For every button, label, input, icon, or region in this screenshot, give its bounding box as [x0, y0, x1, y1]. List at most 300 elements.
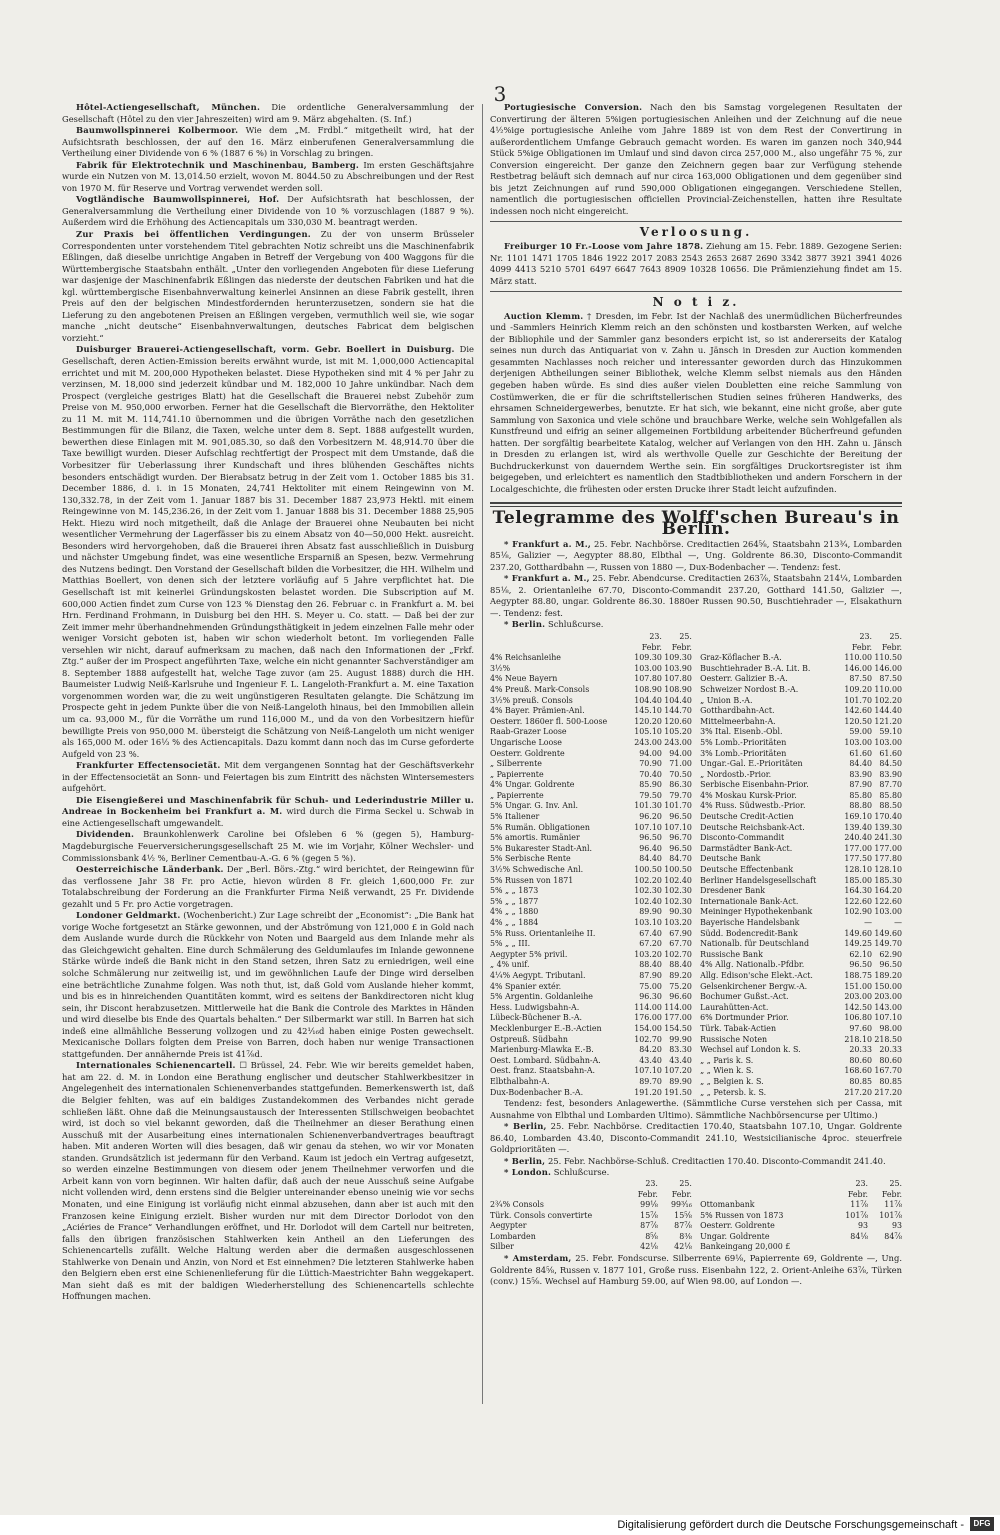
rate-row — [490, 907, 692, 918]
rate-value: 80.85 — [879, 1076, 902, 1086]
rate-row — [490, 854, 692, 865]
rate-value: 15⅞ — [640, 1210, 658, 1220]
security-name: Oesterr. 1860er fl. 500-Loose — [490, 716, 608, 726]
rate-value: 120.60 — [664, 716, 692, 726]
rate-row — [490, 706, 692, 717]
security-name: 5% Ungar. G. Inv. Anl. — [490, 801, 579, 811]
security-name: 5% Serbische Rente — [490, 854, 571, 864]
security-name: 5% „ „ 1873 — [490, 886, 539, 896]
rate-value: 102.70 — [634, 1034, 662, 1044]
article-text: wird durch die Firma Seckel u. Schwab in eine Actiengesellschaft umgewandelt. — [62, 806, 474, 828]
rate-row — [700, 653, 902, 664]
rate-value: 89.20 — [669, 970, 692, 980]
security-name: 4% Preuß. Mark-Consols — [490, 684, 590, 694]
telegram-head: * Berlin. — [504, 619, 546, 630]
security-name: Serbische Eisenbahn-Prior. — [700, 780, 809, 790]
rate-value: 84⅛ — [850, 1231, 868, 1241]
rate-value: 102.90 — [844, 907, 872, 917]
rate-value: 146.00 — [844, 663, 872, 673]
rate-value: 139.40 — [844, 822, 872, 832]
rate-value: 177.00 — [664, 1013, 692, 1023]
telegram-head: * Amsterdam, — [504, 1253, 572, 1264]
date-header: 25. Febr. — [671, 1178, 692, 1199]
rate-row — [700, 664, 902, 675]
rate-row — [700, 886, 902, 897]
article-head: Frankfurter Effectensocietät. — [76, 760, 221, 771]
rate-value: 122.60 — [874, 896, 902, 906]
article-head: Portugiesische Conversion. — [504, 102, 643, 112]
security-name: 5% Russen von 1873 — [700, 1210, 784, 1220]
security-name: 4% „ „ 1880 — [490, 907, 539, 917]
telegram-head: * Berlin, — [504, 1121, 547, 1132]
security-name: „ „ Belgien k. S. — [700, 1076, 764, 1086]
rate-value: 42⅛ — [674, 1242, 692, 1252]
telegram — [490, 1121, 902, 1156]
right-column — [490, 102, 902, 1288]
security-name: Aegypter — [490, 1221, 527, 1231]
rate-value: 99³⁄₁₆ — [671, 1200, 692, 1210]
rate-row — [700, 1211, 902, 1222]
security-name: Marienburg-Mlawka E.-B. — [490, 1045, 594, 1055]
telegram-head: * London. — [504, 1167, 552, 1178]
article-head: Baumwollspinnerei Kolbermoor. — [76, 125, 239, 136]
rate-value: 83.30 — [669, 1045, 692, 1055]
article — [62, 795, 474, 830]
rate-value: 164.20 — [874, 886, 902, 896]
telegram-text: 25. Febr. Abendcurse. Creditactien 263⅞, Staatsbahn 214¼, Lombarden 85⅛, 2. Orientanleihe 67.70, Disconto-Commandit 237.20, Gotthard 141.50, Galizier —, Aegypter 88.80, ungar. Goldrente 86.30. 1880er Russen 90.50, Buschtiehrader —, Elsakathurn —. Tendenz: fest. — [490, 573, 902, 618]
rate-value: 154.00 — [634, 1023, 662, 1033]
security-name: 5% „ „ III. — [490, 939, 531, 949]
rate-value: 80.60 — [879, 1055, 902, 1065]
rate-row — [700, 971, 902, 982]
telegram-text: 25. Febr. Nachbörse. Creditactien 264⅝, Staatsbahn 213¾, Lombarden 85⅛, Galizier —, Aegypter 88.80, Elbthal —, Ung. Goldrente 86.30, Disconto-Commandit 237.20, Gotthardbahn —, Russen von 1880 —, Dux-Bodenbacher —. Tendenz: fest. — [490, 538, 902, 572]
rate-row — [490, 770, 692, 781]
telegram-head: * Berlin, — [504, 1155, 546, 1166]
article-text: Die ordentliche Generalversammlung der Gesellschaft (Hôtel zu den vier Jahreszeiten) wird am 9. März abgehalten. (S. Inf.) — [62, 102, 474, 124]
rate-value: 75.20 — [669, 981, 692, 991]
security-name: Deutsche Bank — [700, 854, 761, 864]
rate-row — [490, 759, 692, 770]
security-name: 5% amortis. Rumänier — [490, 833, 580, 843]
rate-value: 107.80 — [634, 674, 662, 684]
security-name: Allg. Edison'sche Elekt.-Act. — [700, 970, 813, 980]
rate-row — [700, 897, 902, 908]
rate-value: 67.40 — [639, 928, 662, 938]
security-name: 3% Ital. Eisenb.-Obl. — [700, 727, 783, 737]
security-name: 5% Rumän. Obligationen — [490, 822, 590, 832]
article — [62, 160, 474, 195]
rate-value — [834, 1242, 868, 1253]
london-rates-table — [490, 1179, 902, 1253]
rate-row — [490, 1077, 692, 1088]
rate-value: 59.00 — [849, 727, 872, 737]
rate-value: 96.20 — [639, 812, 662, 822]
rate-row — [490, 823, 692, 834]
rate-value: 169.10 — [844, 812, 872, 822]
article-head: Die Eisengießerei und Maschinenfabrik für Schuh- und Lederindustrie Miller u. Andreae in Bockenheim bei Frankfurt a. M. — [62, 794, 474, 817]
security-name: Laurahütten-Act. — [700, 1002, 769, 1012]
security-name: 5% Lomb.-Prioritäten — [700, 737, 787, 747]
security-name: Buschtiehrader B.-A. Lit. B. — [700, 663, 811, 673]
rate-value: 101.70 — [844, 695, 872, 705]
article-text: Der „Berl. Börs.-Ztg.“ wird berichtet, der Reingewinn für das verflossene Jahr 38 Fr. pro Actie, hievon würden 8 Fr. gleich 1,600,000 Fr. zur Totalabschreibung der Forderung an die Frankfurter Firma Neiß verwandt, 25 Fr. Dividende gezahlt und 5 Fr. pro Actie vorgetragen. — [62, 864, 474, 909]
rate-value: 61.60 — [879, 748, 902, 758]
rate-row — [490, 1066, 692, 1077]
rate-value: 67.90 — [669, 928, 692, 938]
article-head: Auction Klemm. — [504, 310, 584, 321]
rate-value: 97.60 — [849, 1023, 872, 1033]
rate-row — [700, 685, 902, 696]
rate-value: 85.90 — [639, 780, 662, 790]
rate-value: 154.50 — [664, 1023, 692, 1033]
security-name: 3½% Schwedische Anl. — [490, 865, 584, 875]
security-name: 4¼% Aegypt. Tributanl. — [490, 970, 586, 980]
rate-row — [490, 886, 692, 897]
rate-value: 96.50 — [849, 960, 872, 970]
date-header: 23. Febr. — [851, 631, 872, 652]
rate-row — [700, 696, 902, 707]
rate-value: 218.10 — [844, 1034, 872, 1044]
article — [490, 102, 902, 217]
section-title-telegramme: Telegramme des Wolff'schen Bureau's in Berlin. — [492, 507, 900, 540]
rate-value: 11⅞ — [884, 1200, 902, 1210]
article — [62, 125, 474, 160]
article — [62, 829, 474, 864]
rate-row — [490, 727, 692, 738]
rate-row — [700, 1035, 902, 1046]
rate-value: 101⅞ — [879, 1210, 902, 1220]
rate-value: 96.40 — [639, 843, 662, 853]
rate-value: 88.50 — [879, 801, 902, 811]
article-text: Wie dem „M. Frdbl.“ mitgetheilt wird, hat der Aufsichtsrath beschlossen, der auf den 16. März einberufenen Generalversammlung die Vertheilung einer Dividende von 6 % (1887 6 %) in Vorschlag zu bringen. — [62, 125, 475, 159]
rate-value: 128.10 — [844, 865, 872, 875]
rate-value: 170.40 — [874, 812, 902, 822]
rate-value: 177.80 — [874, 854, 902, 864]
telegram — [490, 539, 902, 574]
rate-value: 83.90 — [849, 769, 872, 779]
rate-row — [700, 780, 902, 791]
rate-value: 102.40 — [634, 896, 662, 906]
rate-value: 86.30 — [669, 780, 692, 790]
rate-value: 80.60 — [849, 1055, 872, 1065]
rate-value: 89.70 — [639, 1076, 662, 1086]
rate-row — [490, 844, 692, 855]
left-column — [62, 102, 474, 1303]
rate-value: 94.00 — [639, 748, 662, 758]
rate-value: 93 — [857, 1221, 868, 1231]
rate-value: 120.20 — [634, 716, 662, 726]
rate-value: 62.90 — [879, 949, 902, 959]
rate-value: 102.20 — [874, 695, 902, 705]
rate-row — [490, 1056, 692, 1067]
rate-row — [490, 929, 692, 940]
rate-row — [490, 1242, 692, 1253]
rate-value: 96.50 — [879, 960, 902, 970]
article-text: ☐ Brüssel, 24. Febr. Wie wir bereits gemeldet haben, hat am 22. d. M. in London eine Berathung englischer und deutscher Stahlwerkbesitzer in Angelegenheit des internationalen Schienenverbandes stattgefunden. Bemerkenswerth ist, daß die Belgier fehlten, was auf ein baldiges Zustandekommen des Verbandes nicht gerade schließen läßt. Ohne daß die Meinungsaustausch der Interessenten Stillschweigen beobachtet wird, ist doch so viel bekannt geworden, daß die Theilnehmer an dieser Berathung einen Ausschuß mit der Ausarbeitung eines internationalen Schienenverbandvertrages beauftragt haben. Mit anderen Worten will dies besagen, daß wir genau da stehen, wo wir vor Monaten standen. Grundsätzlich ist jedermann für den Verband. Kaum ist jedoch ein Vertrag aufgesetzt, so werden einzelne Bestimmungen von diesem oder jenem Theilnehmer verworfen und die Arbeit kann von vorn beginnen. Wir halten dafür, daß auch der neue Ausschuß seine Aufgabe nicht vollenden wird, denn erstens sind die Belgier untereinander ebenso uneinig wie vor sechs Monaten, und eine Einigung ist vorläufig nicht einmal abzusehen, dann aber ist auch mit den Franzosen keine Einigung erzielt. Bisher wurden nur mit dem Director Dorlodot von den „Aciéries de France“ Verhandlungen eröffnet, und Hr. Dorlodot will dem Cartell nur beitreten, falls den übrigen französischen Stahlwerken kein Antheil an den Lieferungen des Schienencartells zufällt. Welche Haltung werden aber die dermaßen ausgeschlossenen Stahlwerke von Denain und Anzin, von Nord et Est einnehmen? Die letzteren Stahlwerke haben den Belgiern eben erst eine Schienenlieferung für die Lüttich-Maestrichter Bahn weggekapert. Man sieht daß es mit der baldigen Wiederherstellung des Schienencartells schlechte Hoffnungen machen. — [62, 1060, 474, 1302]
rate-row — [700, 1088, 902, 1099]
rate-row — [490, 801, 692, 812]
security-name: Deutsche Effectenbank — [700, 865, 794, 875]
rate-value: 142.60 — [844, 706, 872, 716]
rate-row — [490, 1211, 692, 1222]
rate-row — [490, 939, 692, 950]
security-name: Türk. Consols convertirte — [490, 1210, 593, 1220]
rate-row — [490, 696, 692, 707]
security-name: Meininger Hypothekenbank — [700, 907, 813, 917]
rate-row — [490, 992, 692, 1003]
security-name: Oesterr. Goldrente — [490, 748, 565, 758]
rate-value: 144.40 — [874, 706, 902, 716]
rate-value: 84.40 — [849, 759, 872, 769]
article-text: Zu der von unserm Brüsseler Correspondenten unter vorstehendem Titel gebrachten Notiz schreibt uns die Maschinenfabrik Eßlingen, daß dieselbe unrichtige Angaben in Betreff der Vergebung von 400 Waggons für die Württembergische Staatsbahn enthält. „Unter den vorliegenden Angeboten für diese Lieferung war dasjenige der Maschinenfabrik Eßlingen das niederste der deutschen Fabriken und hat die kgl. württembergische Eisenbahnverwaltung keinerlei Ansinnen an diese Fabrik gestellt, ihren Preis auf den der belgischen Mindestfordernden herunterzusetzen, sondern sie hat die Lieferung zu den angebotenen Preisen an Eßlingen vergeben, vermuthlich weil sie, wie sogar manche „nicht deutsche“ Eisenbahnverwaltungen, deutsches Fabricat dem belgischen vorzieht.“ — [62, 229, 474, 343]
rate-value: 88.80 — [849, 801, 872, 811]
security-name: Türk. Tabak-Actien — [700, 1023, 777, 1033]
rate-value: 84⅞ — [884, 1231, 902, 1241]
rate-row — [700, 1056, 902, 1067]
rate-row — [700, 939, 902, 950]
article-text: Der Aufsichtsrath hat beschlossen, der Generalversammlung die Vertheilung einer Dividende von 10 % vorzuschlagen (1887 9 %). Außerdem wird die Erhöhung des Actiencapitals um 330,030 M. beantragt werden. — [62, 194, 475, 228]
article — [62, 864, 474, 910]
rate-value: 149.25 — [844, 939, 872, 949]
telegram — [490, 1253, 902, 1288]
rate-value: 177.00 — [874, 843, 902, 853]
rate-value: 87.90 — [849, 780, 872, 790]
rate-value: 96.50 — [639, 833, 662, 843]
security-name: Mecklenburger E.-B.-Actien — [490, 1023, 602, 1033]
rate-row — [490, 982, 692, 993]
security-name: Lübeck-Büchener B.-A. — [490, 1013, 583, 1023]
rate-row — [490, 664, 692, 675]
security-name: Gelsenkirchener Bergw.-A. — [700, 981, 808, 991]
security-name: Russische Noten — [700, 1034, 768, 1044]
rate-row — [700, 865, 902, 876]
rate-value: 87.50 — [879, 674, 902, 684]
rate-value: 102.70 — [664, 949, 692, 959]
rate-value: — — [894, 918, 902, 927]
rate-row — [700, 1003, 902, 1014]
rate-value: 99⅛ — [640, 1200, 658, 1210]
rate-value: 43.40 — [639, 1055, 662, 1065]
rate-row — [700, 1045, 902, 1056]
rate-row — [700, 1221, 902, 1232]
rate-value: 103.00 — [874, 737, 902, 747]
article-text: Die Gesellschaft, deren Actien-Emission bereits erwähnt wurde, ist mit M. 1,000,000 Actiencapital errichtet und mit M. 200,000 Hypotheken belastet. Diese Hypotheken sind mit 4 % per Jahr zu verzinsen, M. 18,000 sind jederzeit kündbar und M. 182,000 10 Jahre unkündbar. Nach dem Prospect (vergleiche gestriges Blatt) hat die Gesellschaft die Brauerei nebst Zubehör zum Preise von M. 950,000 erworben. Ferner hat die Gesellschaft die Biervorräthe, den Hektoliter zu 11 M. mit M. 114,741.10 übernommen und die übrigen Vorräthe nach den gesetzlichen Bestimmungen für die Bilanz, die Taxen, welche unter dem 8. Sept. 1888 aufgestellt wurden, bewerthen diese Einlagen mit M. 901,085.30, so daß den Vorbesitzern M. 48,914.70 über die Taxe bewilligt wurden. Dieser Aufschlag rechtfertigt der Prospect mit dem Umstande, daß die Vorbesitzer für Ueberlassung ihrer Kundschaft und ihres blühenden Geschäftes nichts besonders entschädigt wurden. Der Bierabsatz betrug in der Zeit vom 1. October 1885 bis 31. December 1886, d. i. in 15 Monaten, 24,741 Hektoliter mit einem Reingewinn von M. 130,332.78, in der Zeit vom 1. Januar 1887 bis 31. December 1887 23,973 Hektl. mit einem Reingewinne von M. 145,236.26, in der Zeit vom 1. Januar 1888 bis 31. December 1888 25,905 Hekt. Hiezu wird noch mitgetheilt, daß die Anlage der Brauerei ohne Neubauten bei nicht wesentlicher Vermehrung der Lagerfässer bis zu einem Absatz von 40—50,000 Hekt. ausreicht. Besonders wird hervorgehoben, daß die Brauerei ihren Absatz fast ausschließlich in Duisburg und nächster Umgebung findet, was eine wesentliche Ersparniß an Spesen, bezw. Vermehrung des Nutzens bedingt. Den Vorstand der Gesellschaft bilden die Vorbesitzer, die HH. Wilhelm und Matthias Boellert, von denen sich der letztere vorläufig auf 5 Jahre verpflichtet hat. Die Gesellschaft ist mit keinerlei Gründungskosten belastet worden. Die Subscription auf M. 600,000 Actien findet zum Curse von 123 % Dienstag den 26. Februar c. in Frankfurt a. M. bei Hrn. Ferdinand Frohmann, in Duisburg bei den HH. S. Meyer u. Co. statt. — Daß bei der zur Zeit immer mehr überhandnehmenden Gründungsthätigkeit in jedem einzelnen Falle mehr oder weniger Vorsicht geboten ist, haben wir schon wiederholt betont. Im vorliegenden Falle versehlen wir nicht, darauf aufmerksam zu machen, daß nach den Informationen der „Frkf. Ztg.“ außer der im Prospect angeführten Taxe, welche ein nicht genannter Sachverständiger am 8. September 1888 aufgestellt hat, welche Tage zuvor (am 25. August 1888) durch die HH. Baumeister Ludwig Neiß-Karlsruhe und Ingenieur F. L. Langeloth-Frankfurt a. M. eine Taxation vorgenommen worden war, die zu weit ungünstigeren Resultaten gelangte. Die Schätzung im Prospecte geht in jedem Punkte über die von Neiß-Langeloth hinaus, bei den Immobilien allein um ca. 93,000 M., für die Vorräthe um rund 116,000 M., und da von den Vorbesitzern hiefür bewilligte Preis von 950,000 M. übersteigt die Schätzung von Neiß-Langeloth um nicht weniger als 165,000 M. oder 16⅓ % des Actiencapitals. Dazu kommt dann noch das im Curse geforderte Aufgeld von 23 %. — [62, 344, 474, 759]
security-name: Oest. franz. Staatsbahn-A. — [490, 1066, 596, 1076]
article — [62, 1060, 474, 1302]
rate-value: 96.30 — [639, 992, 662, 1002]
security-name: „ Union B.-A. — [700, 695, 753, 705]
article-text: (Wochenbericht.) Zur Lage schreibt der „Economist“: „Die Bank hat vorige Woche fortgesetzt an Stärke gewonnen, und der Abströmung von 121,000 £ in Gold nach dem Auslande wurde durch die Rückkehr von Noten und Baargeld aus dem Inlande mehr als das Gleichgewicht gehalten. Eine durch Schmälerung des Geldumlaufes im Inlande gewonnene Stärke würde indeß die Bank nicht in den Stand setzen, ihren Satz zu erniedrigen, weil eine solche Schmälerung nur zeitweilig ist, und im gewöhnlichen Laufe der Dinge wird derselben eine beträchtliche Zunahme folgen. Was noth thut, ist, daß Gold vom Auslande hieher kommt, und bis es in hinreichenden Quantitäten kommt, wird es seitens der Bankdirectoren nicht klug sein, ihr Discont herabzusetzen. Mittlerweile hat die Bank die Controle des Marktes in Händen und wird dieselbe bis Ende des Quartals behalten.“ Der Silbermarkt war still. In Barren hat sich indeß eine allmähliche Besserung vollzogen und zu 42¹⁄₁₆d haben einige Posten gewechselt. Mexicanische Dollars folgten dem Preise von Barren, doch haben nur wenige Transactionen stattgefunden. Der annähernde Preis ist 41⅞d. — [62, 910, 475, 1059]
rate-row — [490, 918, 692, 929]
rate-value: 150.00 — [874, 981, 902, 991]
rate-row — [490, 780, 692, 791]
divider — [490, 221, 902, 222]
rate-value: 70.90 — [639, 759, 662, 769]
rate-value: 217.20 — [874, 1087, 902, 1097]
security-name: 3½% preuß. Consols — [490, 695, 573, 705]
rate-value: 176.00 — [634, 1013, 662, 1023]
rate-value: 109.20 — [844, 684, 872, 694]
security-name: 6% Dortmunder Prior. — [700, 1013, 789, 1023]
rate-value: 241.30 — [874, 833, 902, 843]
rate-value: 110.00 — [844, 653, 872, 663]
rate-value: 80.85 — [849, 1076, 872, 1086]
rate-value: 89.90 — [639, 907, 662, 917]
rate-row — [490, 833, 692, 844]
rate-row — [490, 812, 692, 823]
rate-row — [700, 982, 902, 993]
security-name: „ „ Wien k. S. — [700, 1066, 754, 1076]
article — [62, 102, 474, 125]
rate-row — [700, 918, 902, 929]
rate-value: 43.40 — [669, 1055, 692, 1065]
rate-value: 106.80 — [844, 1013, 872, 1023]
rate-row — [700, 1200, 902, 1211]
rate-value: 103.10 — [634, 918, 662, 927]
berlin-rates-table — [490, 632, 902, 1098]
security-name: Ottomanbank — [700, 1200, 755, 1210]
rate-value: 101.70 — [664, 801, 692, 811]
rate-value: 20.33 — [879, 1045, 902, 1055]
security-name: Gotthardbahn-Act. — [700, 706, 775, 716]
rate-value: 96.50 — [669, 812, 692, 822]
rate-value: 107.10 — [634, 1066, 662, 1076]
telegram-text: Schlußcurse. — [551, 1167, 610, 1178]
rate-row — [700, 749, 902, 760]
telegram-head: * Frankfurt a. M., — [504, 538, 591, 549]
rate-value: 203.00 — [844, 992, 872, 1002]
rate-row — [700, 717, 902, 728]
rate-value: 71.00 — [669, 759, 692, 769]
rate-value: 114.00 — [634, 1002, 662, 1012]
telegram — [490, 619, 902, 631]
rate-row — [700, 1077, 902, 1088]
security-name: 5% Russ. Orientanleihe II. — [490, 928, 596, 938]
security-name: „ „ Petersb. k. S. — [700, 1087, 767, 1097]
rate-value: 240.40 — [844, 833, 872, 843]
rate-value: 11⅞ — [850, 1200, 868, 1210]
rate-value: 177.00 — [844, 843, 872, 853]
rate-value: 67.70 — [669, 939, 692, 949]
rate-row — [700, 1066, 902, 1077]
rate-row — [490, 738, 692, 749]
security-name: Deutsche Reichsbank-Act. — [700, 822, 805, 832]
rate-value: 108.90 — [634, 684, 662, 694]
security-name: Hess. Ludwigsbahn-A. — [490, 1002, 580, 1012]
rate-value: 177.50 — [844, 854, 872, 864]
rate-row — [700, 929, 902, 940]
rate-row — [490, 1232, 692, 1243]
rate-value: 143.00 — [874, 1002, 902, 1012]
security-name: Berliner Handelsgesellschaft — [700, 875, 817, 885]
article-head: Freiburger 10 Fr.-Loose vom Jahre 1878. — [504, 241, 704, 252]
security-name: Bayerische Handelsbank — [700, 918, 800, 927]
security-name: 3½% — [490, 663, 511, 673]
telegram-text: 25. Febr. Nachbörse. Creditactien 170.40, Staatsbahn 107.10, Ungar. Goldrente 86.40, Lombarden 43.40, Disconto-Commandit 241.10, Westsicilianische 4proc. steuerfreie Goldprioritäten —. — [490, 1121, 902, 1155]
rate-value: 217.20 — [844, 1087, 872, 1097]
rate-value: 61.60 — [849, 748, 872, 758]
rate-value: 122.60 — [844, 896, 872, 906]
rate-value: 108.90 — [664, 684, 692, 694]
rate-value: 103.00 — [844, 737, 872, 747]
rate-value: 103.00 — [874, 907, 902, 917]
article-head: Duisburger Brauerei-Actiengesellschaft, vorm. Gebr. Boellert in Duisburg. — [76, 344, 455, 355]
rate-row — [490, 971, 692, 982]
security-name: 4% Russ. Südwestb.-Prior. — [700, 801, 806, 811]
rate-row — [700, 960, 902, 971]
article-text: † Dresden, im Febr. Ist der Nachlaß des unermüdlichen Bücherfreundes und -Sammlers Heinrich Klemm reich an den schönsten und kostbarsten Werken, auf welche der Bibliophile und der Sammler ganz besonders erpicht ist, so ist andererseits der Katalog seines nun durch das Antiquariat von v. Zahn u. Jänsch in Dresden zur Auction kommenden gesammten Nachlasses noch reicher und interessanter geworden durch das Hinzukommen derjenigen Abtheilungen seiner Bibliothek, welche Klemm selbst niemals aus den Händen gegeben haben würde. Es sind dies außer vielen Doubletten eine reiche Sammlung von Costümwerken, die er für die schriftstellerischen Studien seines früheren Handwerks, des ehrsamen Schneidergewerbes, benutzte. Er hat sich, wie bekannt, eine nicht große, aber gute Sammlung von Saxonica und viele schöne und brauchbare Werke, welche sein Wohlgefallen als Kunstfreund und eifrig an seiner allgemeinen Fortbildung arbeitender Bücherfreund gefunden hatten. Der sorgfältig bearbeitete Katalog, welcher auf Verlangen von den HH. Zahn u. Jänsch in Dresden zu erlangen ist, wird als werthvolle Quelle zur Geschichte der Bereitung der Buchdruckerkunst von dauerndem Werthe sein. Ein sorgfältiges Druckortsregister ist ihm beigegeben, und erleichtert es namentlich den Stadtbibliotheken und andern Forschern in der Localgeschichte, die frühesten oder ersten Drucke ihrer Stadt leicht aufzufinden. — [490, 310, 902, 494]
security-name: Südd. Bodencredit-Bank — [700, 928, 798, 938]
rate-value: 59.10 — [879, 727, 902, 737]
security-name: Graz-Köflacher B.-A. — [700, 653, 782, 663]
security-name: Deutsche Credit-Actien — [700, 812, 794, 822]
security-name: „ Papierrente — [490, 769, 544, 779]
rate-row — [700, 907, 902, 918]
rate-row — [700, 1232, 902, 1243]
rate-row — [700, 727, 902, 738]
security-name: 2¾% Consols — [490, 1200, 544, 1210]
rate-row — [490, 876, 692, 887]
article-head: Internationales Schienencartell. — [76, 1060, 236, 1071]
security-name: Bankeingang 20,000 £ — [700, 1242, 791, 1252]
security-name: Elbthalbahn-A. — [490, 1076, 550, 1086]
rate-value: 105.20 — [664, 727, 692, 737]
rate-row — [700, 992, 902, 1003]
security-name: Dux-Bodenbacher B.-A. — [490, 1087, 584, 1097]
telegram — [490, 1156, 902, 1168]
rate-value: 20.33 — [849, 1045, 872, 1055]
rate-value: 103.00 — [634, 663, 662, 673]
rate-value: 103.90 — [664, 663, 692, 673]
rate-value: 89.90 — [669, 1076, 692, 1086]
london-column-right — [700, 1179, 902, 1253]
rate-value: 102.20 — [634, 875, 662, 885]
rate-row — [700, 801, 902, 812]
rate-value: 83.90 — [879, 769, 902, 779]
rate-value: 99.90 — [669, 1034, 692, 1044]
rate-value: 102.30 — [664, 896, 692, 906]
article-text: Ziehung am 15. Febr. 1889. Gezogene Serien: Nr. 1101 1471 1705 1846 1922 2017 2083 2543 2653 2687 2690 3342 3877 3921 3941 4026 4099 4413 5210 5701 6497 6647 7643 8909 10328 10656. Die Prämienziehung findet am 15. März statt. — [490, 241, 903, 286]
rate-value: 142.50 — [844, 1002, 872, 1012]
rate-value: 149.60 — [874, 928, 902, 938]
rate-value: 8⅝ — [645, 1231, 658, 1241]
rate-value: 84.20 — [639, 1045, 662, 1055]
security-name: Lombarden — [490, 1231, 536, 1241]
security-name: Aegypter 5% privil. — [490, 949, 568, 959]
rate-value: 151.00 — [844, 981, 872, 991]
security-name: „ „ Paris k. S. — [700, 1055, 754, 1065]
security-name: 5% Russen von 1871 — [490, 875, 574, 885]
rate-value — [868, 1242, 902, 1253]
telegram-text: 25. Febr. Nachbörse-Schluß. Creditactien 170.40. Disconto-Commandit 241.40. — [545, 1155, 886, 1166]
rate-row — [490, 1221, 692, 1232]
security-name: 4% Allg. Nationalb.-Pfdbr. — [700, 960, 805, 970]
date-header: 23. Febr. — [847, 1178, 868, 1199]
rate-value: 109.30 — [634, 653, 662, 663]
rate-value: 107.10 — [664, 822, 692, 832]
tendenz-note: Tendenz: fest, besonders Anlagewerthe. (Sämmtliche Curse verstehen sich per Cassa, mit Ausnahme von Elbthal und Lombarden Ultimo). Sämmtliche Nachbörsencurse per Ultimo.) — [490, 1098, 902, 1120]
article — [62, 760, 474, 795]
article — [490, 241, 902, 287]
date-header: 25. Febr. — [881, 1178, 902, 1199]
rate-value: 93 — [891, 1221, 902, 1231]
rate-row — [700, 844, 902, 855]
rate-value: 62.10 — [849, 949, 872, 959]
rate-value: 114.00 — [664, 1002, 692, 1012]
rate-value: 96.70 — [669, 833, 692, 843]
article-text: Nach den bis Samstag vorgelegenen Resultaten der Convertirung der älteren 5%igen portugiesischen Anleihen und der Zeichnung auf die neue 4½%ige portugiesische Anleihe vom Jahre 1889 ist von dem Rest der Convertirung in außerordentlichem Umfange Gebrauch gemacht worden. Es waren im ganzen noch 340,944 Stück 5%ige Obligationen im Umlauf und sind davon circa 257,000 M., also ungefähr 75 %, zur Conversion eingereicht. Der ganze den Zeichnern gegen baar zur Verfügung stehende Restbetrag beläuft sich demnach auf nur circa 163,000 Obligationen und dem gegenüber sind bis jetzt Zeichnungen auf rund 590,000 Obligationen eingegangen. Verschiedene Stellen, namentlich die portugiesischen officiellen Provincial-Zeichenstellen, hatten ihre Resultate indessen noch nicht eingereicht. — [490, 102, 902, 216]
security-name: Russische Bank — [700, 949, 763, 959]
